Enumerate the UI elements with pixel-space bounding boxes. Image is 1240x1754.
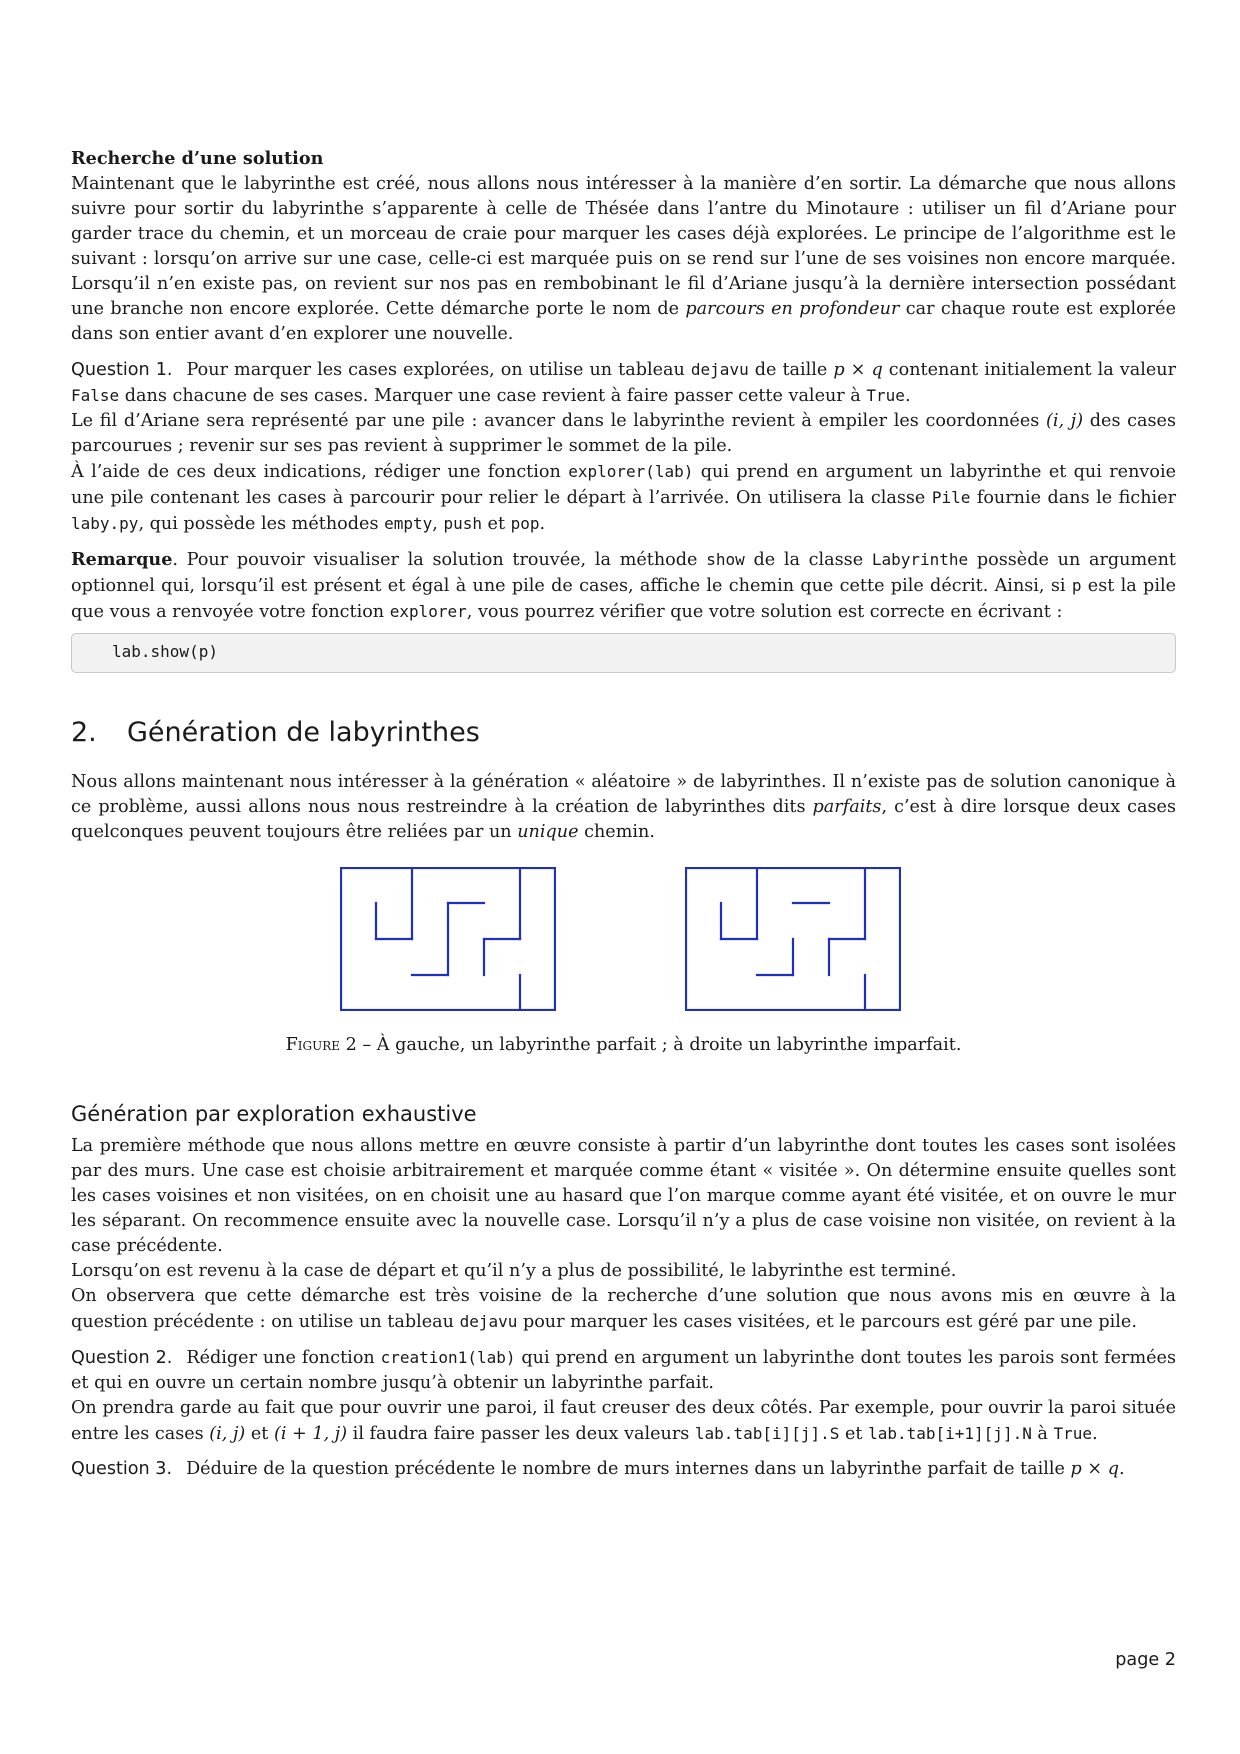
remarque: Remarque. Pour pouvoir visualiser la solution trouvée, la méthode show de la classe Labyrinthe possède un argument optionnel qui, lorsqu’il est présent et égal à une pile de cases, affiche le chemin que cette pile décrit. Ainsi, si p est la pile que vous a renvoyée votre fonction explorer, vous pourrez vérifier que votre solution est correcte en écrivant : bbox=[71, 549, 1176, 622]
section-title: Génération de labyrinthes bbox=[127, 717, 480, 748]
perfect-maze-diagram bbox=[340, 867, 556, 1011]
paragraph-title: Recherche d’une solution bbox=[71, 148, 324, 169]
question-3: Question 3. Déduire de la question précédente le nombre de murs internes dans un labyrinthe parfait de taille p × q. bbox=[71, 1459, 1125, 1479]
question-label: Question 2. bbox=[71, 1348, 173, 1368]
subsection-body: La première méthode que nous allons mettre en œuvre consiste à partir d’un labyrinthe dont toutes les cases sont isolées par des murs. Une case est choisie arbitrairement et marquée comme étant « visitée ». On détermine ensuite quelles sont les cases voisines et non visitées, on en choisit une au hasard que l’on marque comme ayant été visitée, et on ouvre le mur les séparant. On recommence ensuite avec la nouvelle case. Lorsqu’il n’y a plus de case voisine non visitée, on revient à la case précédente. Lorsqu’on est revenu à la case de départ et qu’il n’y a plus de possibilité, le labyrinthe est terminé. On observera que cette démarche est très voisine de la recherche d’une solution que nous avons mis en œuvre à la question précédente : on utilise un tableau dejavu pour marquer les cases visitées, et le parcours est géré par une pile. bbox=[71, 1136, 1176, 1332]
figure-label: Figure 2 bbox=[285, 1035, 357, 1055]
question-1: Question 1. Pour marquer les cases explorées, on utilise un tableau dejavu de taille p × q contenant initialement la valeur False dans chacune de ses cases. Marquer une case revient à faire passer cette valeur à True. Le fil d’Ariane sera représenté par une pile : avancer dans le labyrinthe revient à empiler les coordonnées (i, j) des cases parcourues ; revenir sur ses pas revient à supprimer le sommet de la pile. À l’aide de ces deux indications, rédiger une fonction explorer(lab) qui prend en argument un labyrinthe et qui renvoie une pile contenant les cases à parcourir pour relier le départ à l’arrivée. On utilisera la classe Pile fournie dans le fichier laby.py, qui possède les méthodes empty, push et pop. bbox=[71, 360, 1177, 534]
page-content bbox=[71, 146, 1176, 1482]
section-number: 2. bbox=[71, 717, 97, 748]
question-label: Question 3. bbox=[71, 1459, 173, 1479]
code-block bbox=[71, 633, 1176, 673]
section-heading bbox=[71, 717, 1176, 748]
remarque-label: Remarque bbox=[71, 549, 173, 570]
question-label: Question 1. bbox=[71, 360, 173, 380]
subsection-heading: Génération par exploration exhaustive bbox=[71, 1102, 477, 1126]
code-line: lab.show(p) bbox=[112, 642, 218, 661]
paragraph-recherche: Recherche d’une solution Maintenant que le labyrinthe est créé, nous allons nous intéresser à la manière d’en sortir. La démarche que nous allons suivre pour sortir du labyrinthe s’apparente à celle de Thésée dans l’antre du Minotaure : utiliser un fil d’Ariane pour garder trace du chemin, et un morceau de craie pour marquer les cases déjà explorées. Le principe de l’algorithme est le suivant : lorsqu’on arrive sur une case, celle-ci est marquée puis on se rend sur l’une de ses voisines non encore marquée. Lorsqu’il n’en existe pas, on revient sur nos pas en rembobinant le fil d’Ariane jusqu’à la dernière intersection possédant une branche non encore explorée. Cette démarche porte le nom de parcours en profondeur car chaque route est explorée dans son entier avant d’en explorer une nouvelle. bbox=[71, 148, 1176, 344]
imperfect-maze-diagram bbox=[685, 867, 901, 1011]
page-number: page 2 bbox=[1115, 1650, 1176, 1670]
figure-mazes bbox=[71, 867, 1176, 1007]
figure-caption: Figure 2 – À gauche, un labyrinthe parfait ; à droite un labyrinthe imparfait. bbox=[285, 1035, 962, 1055]
section2-intro: Nous allons maintenant nous intéresser à la génération « aléatoire » de labyrinthes. Il n’existe pas de solution canonique à ce problème, aussi allons nous nous restreindre à la création de labyrinthes dits parfaits, c’est à dire lorsque deux cases quelconques peuvent toujours être reliées par un unique chemin. bbox=[71, 772, 1176, 842]
question-2: Question 2. Rédiger une fonction creation1(lab) qui prend en argument un labyrinthe dont toutes les parois sont fermées et qui en ouvre un certain nombre jusqu’à obtenir un labyrinthe parfait. On prendra garde au fait que pour ouvrir une paroi, il faut creuser des deux côtés. Par exemple, pour ouvrir la paroi située entre les cases (i, j) et (i + 1, j) il faudra faire passer les deux valeurs lab.tab[i][j].S et lab.tab[i+1][j].N à True. bbox=[71, 1348, 1176, 1444]
